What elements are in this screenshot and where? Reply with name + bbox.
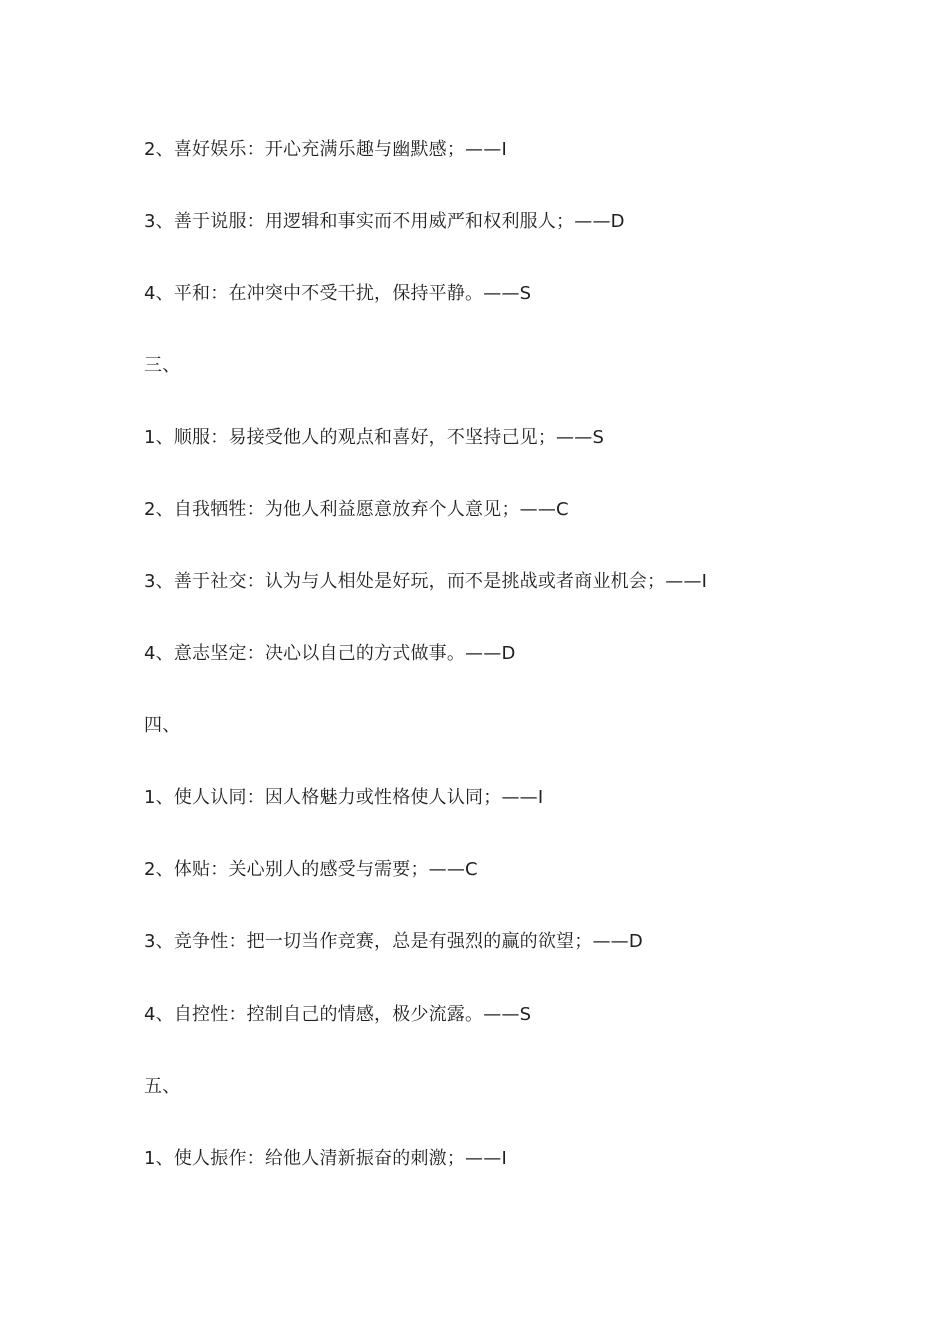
section-heading-4: 四、 [144, 715, 181, 736]
item-1-convincing: 1、使人认同：因人格魅力或性格使人认同；——I [144, 787, 544, 808]
item-4-peaceful: 4、平和：在冲突中不受干扰，保持平静。——S [144, 283, 532, 304]
item-2-fun-loving: 2、喜好娱乐：开心充满乐趣与幽默感；——I [144, 139, 507, 160]
item-4-strong-willed: 4、意志坚定：决心以自己的方式做事。——D [144, 643, 516, 664]
item-1-submissive: 1、顺服：易接受他人的观点和喜好，不坚持己见；——S [144, 427, 605, 448]
item-2-considerate: 2、体贴：关心别人的感受与需要；——C [144, 859, 478, 880]
section-heading-3: 三、 [144, 355, 181, 376]
item-3-competitive: 3、竞争性：把一切当作竞赛，总是有强烈的赢的欲望；——D [144, 931, 643, 952]
item-4-self-controlled: 4、自控性：控制自己的情感，极少流露。——S [144, 1004, 532, 1025]
item-2-self-sacrificing: 2、自我牺牲：为他人利益愿意放弃个人意见；——C [144, 499, 569, 520]
section-heading-5: 五、 [144, 1076, 181, 1097]
item-1-refreshing: 1、使人振作：给他人清新振奋的刺激；——I [144, 1148, 507, 1169]
item-3-persuasive: 3、善于说服：用逻辑和事实而不用威严和权利服人；——D [144, 211, 625, 232]
item-3-sociable: 3、善于社交：认为与人相处是好玩，而不是挑战或者商业机会；——I [144, 571, 708, 592]
